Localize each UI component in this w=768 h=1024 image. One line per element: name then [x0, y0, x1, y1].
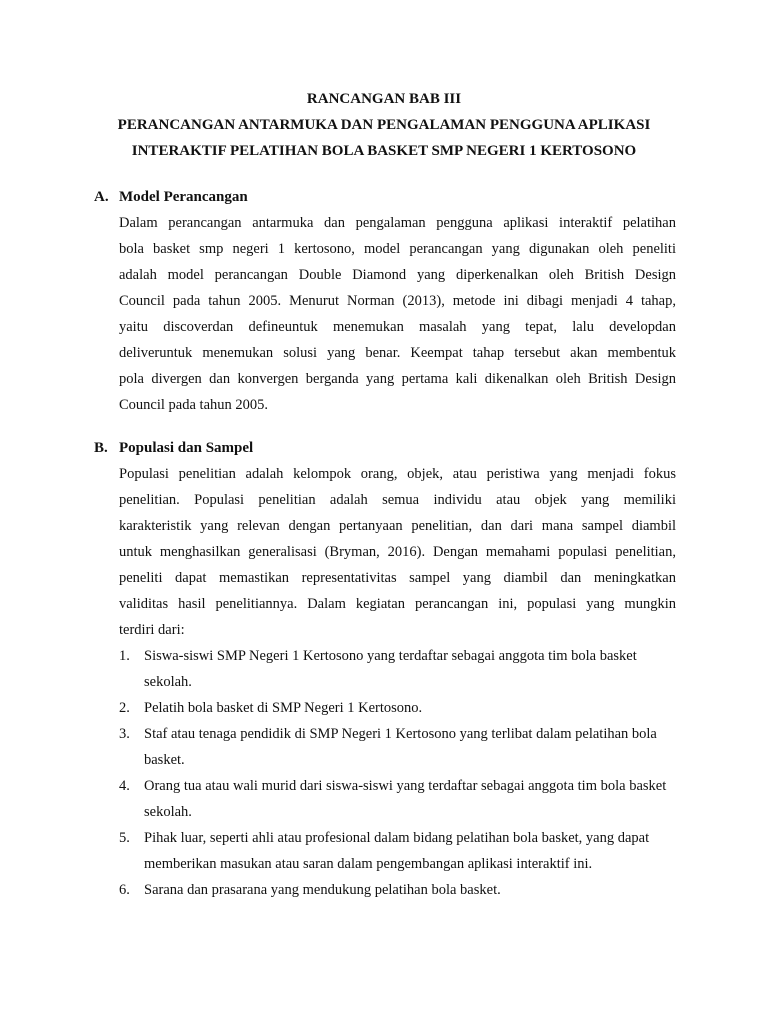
paragraph-line: adalah model perancangan Double Diamond yang diperkenalkan oleh British Design — [119, 267, 676, 283]
list-item-text: Siswa-siswi SMP Negeri 1 Kertosono yang terdaftar sebagai anggota tim bola basket sekolah. — [144, 648, 637, 690]
paragraph-line: Council pada tahun 2005. — [119, 397, 269, 413]
paragraph-line: peneliti dapat memastikan representativitas sampel yang diambil dan meningkatkan — [119, 570, 676, 586]
list-item-text: Pelatih bola basket di SMP Negeri 1 Kertosono. — [144, 700, 423, 716]
section-heading — [94, 435, 676, 461]
list-item-text: Orang tua atau wali murid dari siswa-siswi yang terdaftar sebagai anggota tim bola basket sekolah. — [144, 778, 667, 820]
list-item-number: 2. — [119, 700, 130, 716]
paragraph-line: terdiri dari: — [119, 622, 185, 638]
population-list — [119, 643, 676, 903]
list-item — [119, 877, 676, 903]
paragraph-line: bola basket smp negeri 1 kertosono, model perancangan yang digunakan oleh peneliti — [119, 241, 676, 257]
list-item-number: 3. — [119, 726, 130, 742]
list-item — [119, 773, 676, 825]
section-paragraph — [119, 461, 676, 643]
section-populasi-sampel — [94, 435, 676, 903]
document-title — [0, 86, 768, 164]
list-item — [119, 721, 676, 773]
paragraph-line: yaitu discoverdan defineuntuk menemukan masalah yang tepat, lalu developdan — [119, 319, 676, 335]
list-item-text: Staf atau tenaga pendidik di SMP Negeri 1 Kertosono yang terlibat dalam pelatihan bola basket. — [144, 726, 657, 768]
title-line-2: PERANCANGAN ANTARMUKA DAN PENGALAMAN PENGGUNA APLIKASI — [117, 117, 651, 133]
paragraph-line: validitas hasil penelitiannya. Dalam kegiatan perancangan ini, populasi yang mungkin — [119, 596, 676, 612]
section-heading-text: Populasi dan Sampel — [119, 440, 254, 456]
paragraph-line: Council pada tahun 2005. Menurut Norman (2013), metode ini dibagi menjadi 4 tahap, — [119, 293, 676, 309]
list-item-text: Sarana dan prasarana yang mendukung pelatihan bola basket. — [144, 882, 501, 898]
paragraph-line: untuk menghasilkan generalisasi (Bryman, 2016). Dengan memahami populasi penelitian, — [119, 544, 676, 560]
paragraph-line: penelitian. Populasi penelitian adalah semua individu atau objek yang memiliki — [119, 492, 676, 508]
section-letter: A. — [94, 189, 109, 205]
title-line-3: INTERAKTIF PELATIHAN BOLA BASKET SMP NEGERI 1 KERTOSONO — [131, 143, 637, 159]
title-line-1: RANCANGAN BAB III — [306, 91, 462, 107]
section-heading — [94, 184, 676, 210]
paragraph-line: Populasi penelitian adalah kelompok orang, objek, atau peristiwa yang menjadi fokus — [119, 466, 676, 482]
list-item — [119, 825, 676, 877]
paragraph-line: Dalam perancangan antarmuka dan pengalaman pengguna aplikasi interaktif pelatihan — [119, 215, 676, 231]
list-item-number: 6. — [119, 882, 130, 898]
paragraph-line: deliveruntuk menemukan solusi yang benar. Keempat tahap tersebut akan membentuk — [119, 345, 676, 361]
list-item-number: 1. — [119, 648, 130, 664]
list-item-text: Pihak luar, seperti ahli atau profesional dalam bidang pelatihan bola basket, yang dapat memberikan masukan atau saran dalam pengembangan aplikasi interaktif ini. — [144, 830, 650, 872]
list-item-number: 4. — [119, 778, 130, 794]
paragraph-line: karakteristik yang relevan dengan pertanyaan penelitian, dan dari mana sampel diambil — [119, 518, 676, 534]
list-item-number: 5. — [119, 830, 130, 846]
section-heading-text: Model Perancangan — [119, 189, 248, 205]
section-paragraph — [119, 210, 676, 418]
section-model-perancangan — [94, 184, 676, 418]
section-letter: B. — [94, 440, 108, 456]
list-item — [119, 695, 676, 721]
paragraph-line: pola divergen dan konvergen berganda yang pertama kali dikenalkan oleh British Design — [119, 371, 676, 387]
list-item — [119, 643, 676, 695]
